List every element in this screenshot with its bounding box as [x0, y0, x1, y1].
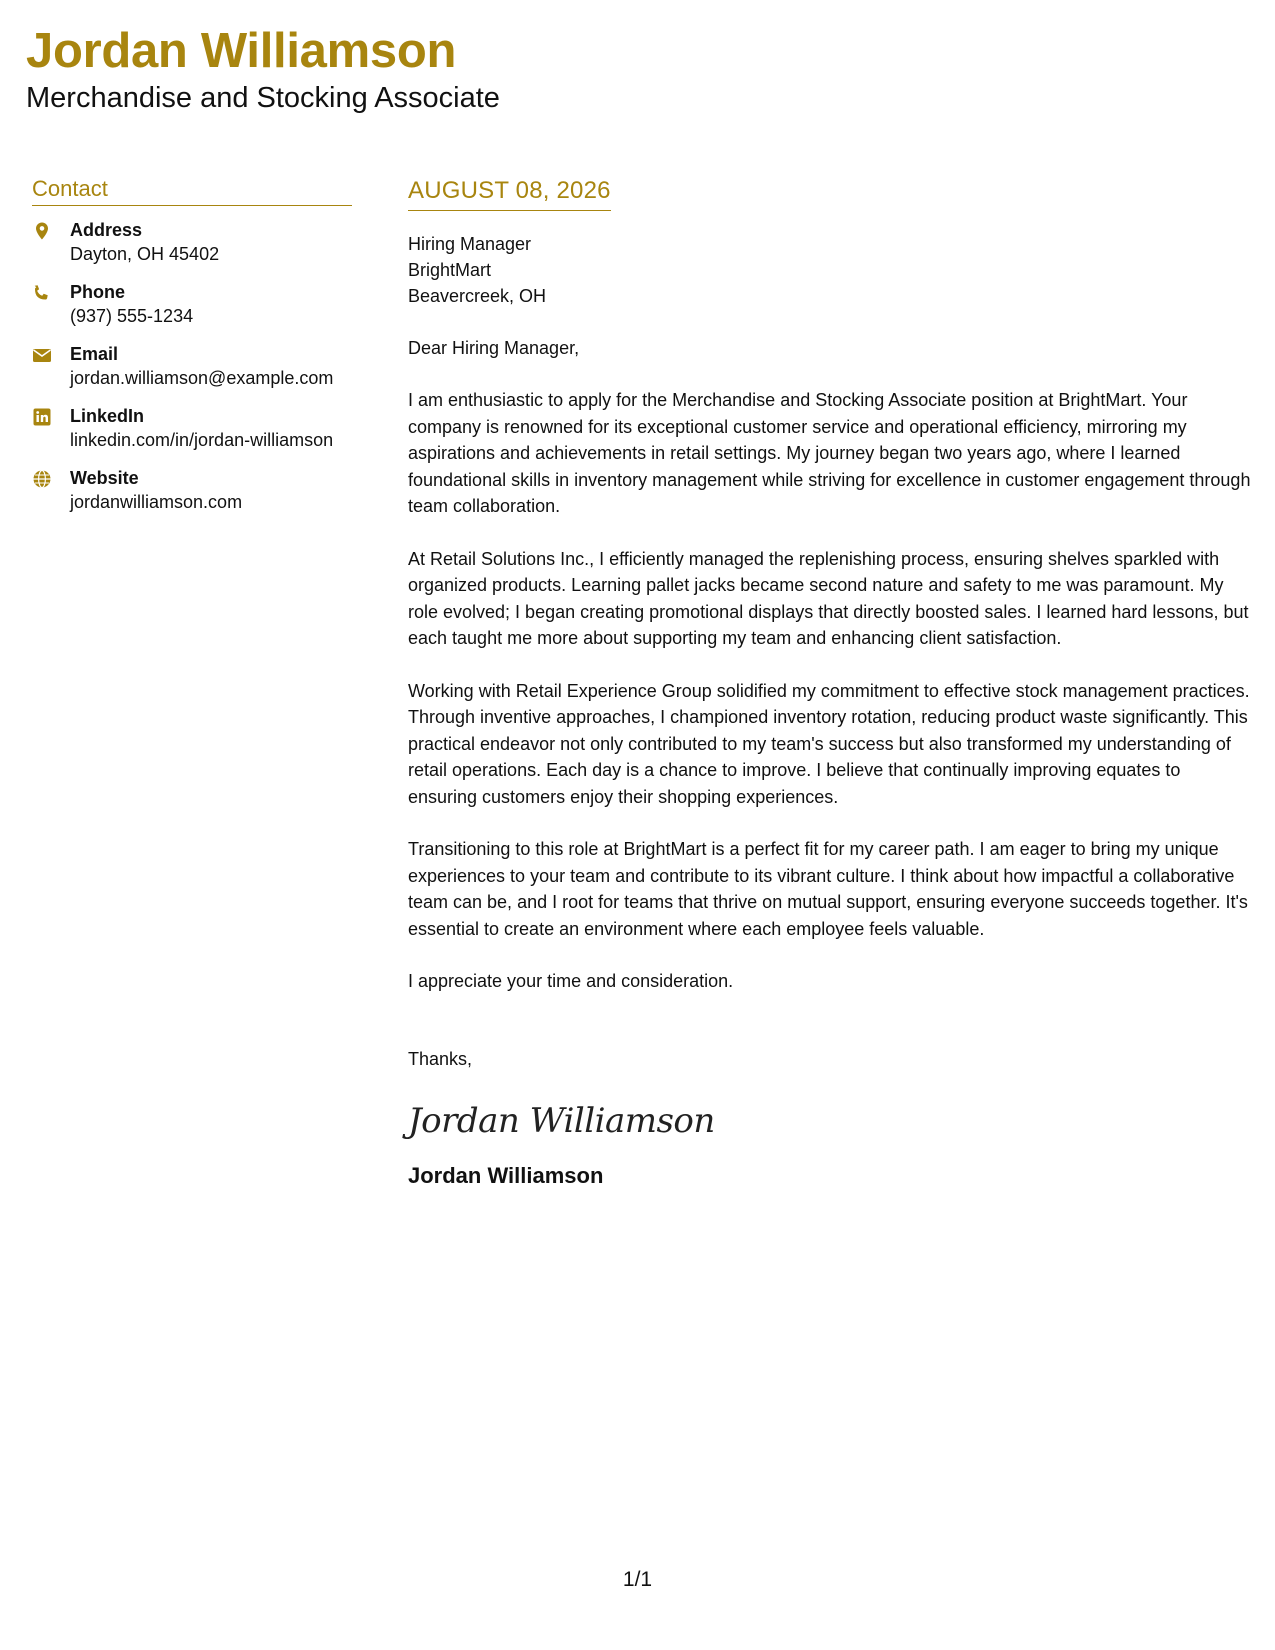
- recipient-name: Hiring Manager: [408, 234, 532, 254]
- email-label: Email: [70, 344, 119, 364]
- linkedin-icon: [32, 404, 70, 452]
- recipient-company: BrightMart: [408, 260, 492, 280]
- body-paragraph: Transitioning to this role at BrightMart is a perfect fit for my career path. I am eager to bring my unique experiences to your team and contribute to its vibrant culture. I think about how impactful a collaborative team can be, and I root for teams that thrive on mutual support, ensuring everyone succeeds together. It's essential to create an environment where each employee feels valuable.: [408, 839, 1248, 939]
- applicant-name: Jordan Williamson: [26, 24, 457, 78]
- letter-body: [408, 176, 1254, 1190]
- body-paragraph: I am enthusiastic to apply for the Merchandise and Stocking Associate position at BrightMart. Your company is renowned for its exceptional customer service and operational efficiency, mirroring my aspirations and achievements in retail settings. My journey began two years ago, where I learned foundational skills in inventory management while striving for excellence in customer engagement through team collaboration.: [408, 390, 1251, 516]
- closing-line: I appreciate your time and consideration.: [408, 971, 734, 991]
- address-label: Address: [70, 220, 143, 240]
- address-value: Dayton, OH 45402: [70, 244, 220, 264]
- signoff-name: Jordan Williamson: [408, 1163, 604, 1188]
- contact-item-linkedin: [32, 404, 352, 452]
- contact-heading: Contact: [32, 176, 352, 206]
- greeting: Dear Hiring Manager,: [408, 338, 580, 358]
- recipient-location: Beavercreek, OH: [408, 286, 547, 306]
- globe-icon: [32, 466, 70, 514]
- website-label: Website: [70, 468, 139, 488]
- contact-list: [32, 218, 352, 514]
- contact-item-website: [32, 466, 352, 514]
- body-paragraph: At Retail Solutions Inc., I efficiently managed the replenishing process, ensuring shelves sparkled with organized products. Learning pallet jacks became second nature and safety to me was paramount. My role evolved; I began creating promotional displays that directly boosted sales. I learned hard lessons, but each taught me more about supporting my team and enhancing client satisfaction.: [408, 548, 1249, 648]
- website-value: jordanwilliamson.com: [70, 492, 243, 512]
- envelope-icon: [32, 342, 70, 390]
- phone-icon: [32, 280, 70, 328]
- linkedin-value: linkedin.com/in/jordan-williamson: [70, 430, 334, 450]
- contact-item-phone: [32, 280, 352, 328]
- letter-date: AUGUST 08, 2026: [408, 177, 611, 204]
- job-title: Merchandise and Stocking Associate: [26, 82, 500, 114]
- recipient-block: [408, 231, 1254, 309]
- body-paragraph: Working with Retail Experience Group solidified my commitment to effective stock management practices. Through inventive approaches, I championed inventory rotation, reducing product waste significantly. This practical endeavor not only contributed to my team's success but also transformed my understanding of retail operations. Each day is a chance to improve. I believe that continually improving equates to ensuring customers enjoy their shopping experiences.: [408, 680, 1250, 807]
- page-number: 1/1: [622, 1568, 653, 1591]
- email-value: jordan.williamson@example.com: [70, 368, 334, 388]
- signoff: Thanks,: [408, 1049, 473, 1069]
- contact-item-address: [32, 218, 352, 266]
- letter-header: [26, 22, 500, 116]
- map-pin-icon: [32, 218, 70, 266]
- contact-sidebar: [32, 176, 352, 528]
- linkedin-label: LinkedIn: [70, 406, 145, 426]
- phone-value: (937) 555-1234: [70, 306, 194, 326]
- date-block: [408, 176, 611, 211]
- handwritten-signature: Jordan Williamson: [408, 1101, 715, 1141]
- contact-item-email: [32, 342, 352, 390]
- phone-label: Phone: [70, 282, 126, 302]
